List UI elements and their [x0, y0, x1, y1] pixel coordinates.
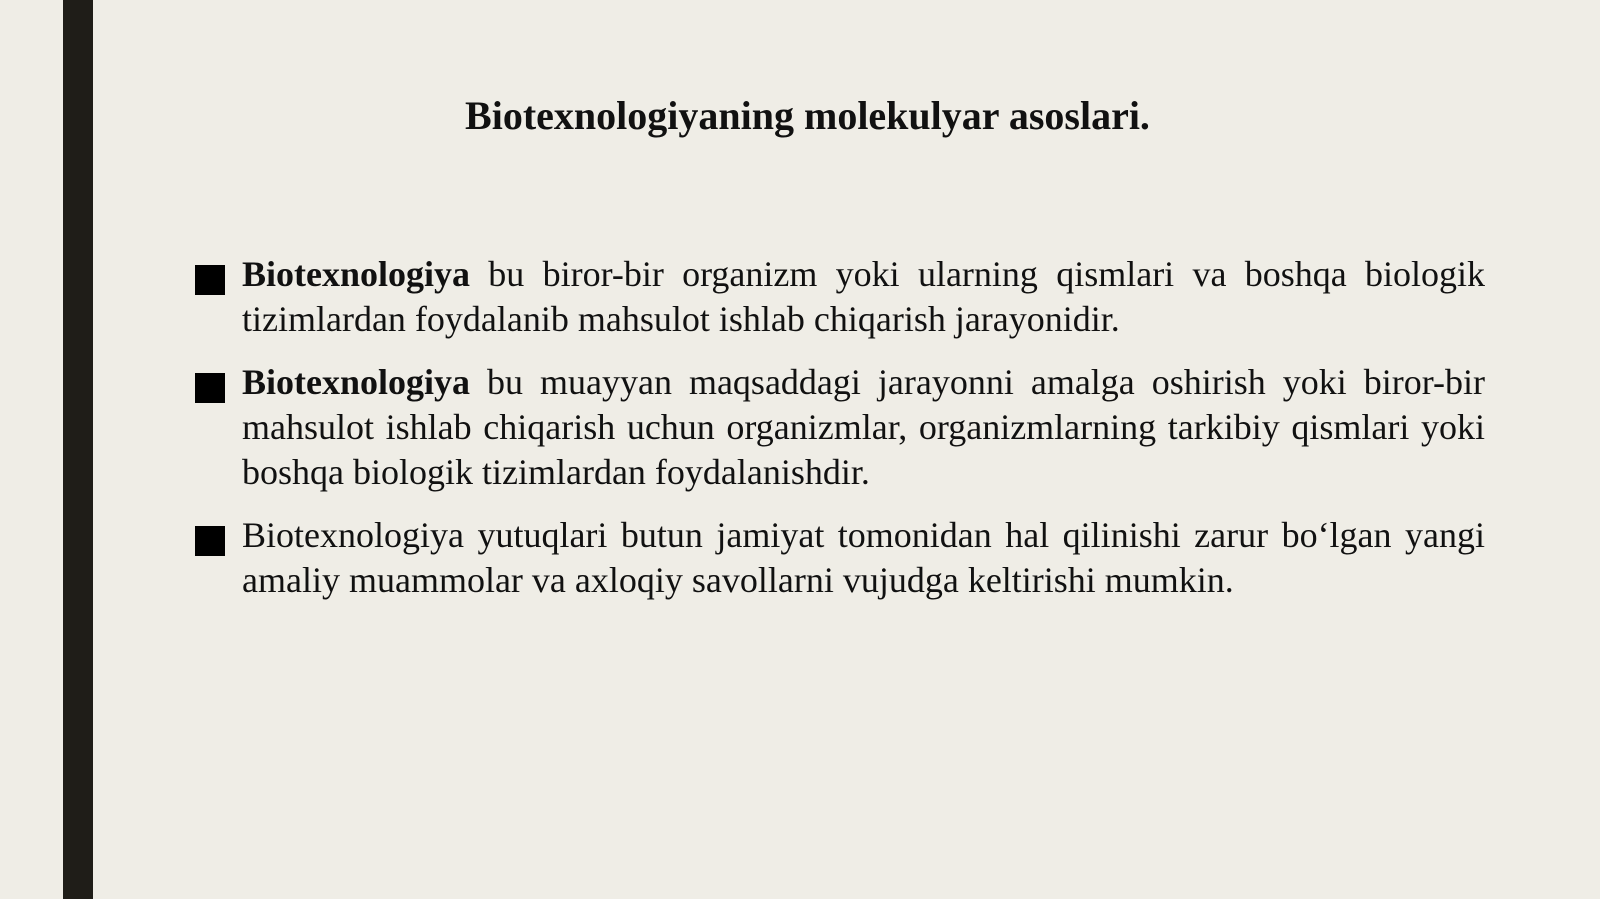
bullet-text: Biotexnologiya yutuqlari butun jamiyat tomonidan hal qilinishi zarur bo‘lgan yangi amaliy muammolar va axloqiy savollarni vujudga keltirishi mumkin. — [242, 515, 1485, 600]
bullet-text: bu biror-bir organizm yoki ularning qismlari va boshqa biologik tizimlardan foydalanib mahsulot ishlab chiqarish jarayonidir. — [242, 254, 1485, 339]
slide-title: Biotexnologiyaning molekulyar asoslari. — [465, 93, 1150, 138]
bullet-item-3 — [195, 513, 1485, 603]
side-accent-bar — [63, 0, 93, 899]
bullet-text: bu muayyan maqsaddagi jarayonni amalga oshirish yoki biror-bir mahsulot ishlab chiqarish uchun organizmlar, organizmlarning tarkibiy qismlari yoki boshqa biologik tizimlardan foydalanishdir. — [242, 362, 1485, 492]
bullet-list — [195, 252, 1485, 621]
square-bullet-icon — [195, 265, 225, 295]
square-bullet-icon — [195, 373, 225, 403]
bullet-term: Biotexnologiya — [242, 362, 471, 402]
bullet-term: Biotexnologiya — [242, 254, 471, 294]
bullet-item-1 — [195, 252, 1485, 342]
bullet-item-2 — [195, 360, 1485, 495]
square-bullet-icon — [195, 526, 225, 556]
